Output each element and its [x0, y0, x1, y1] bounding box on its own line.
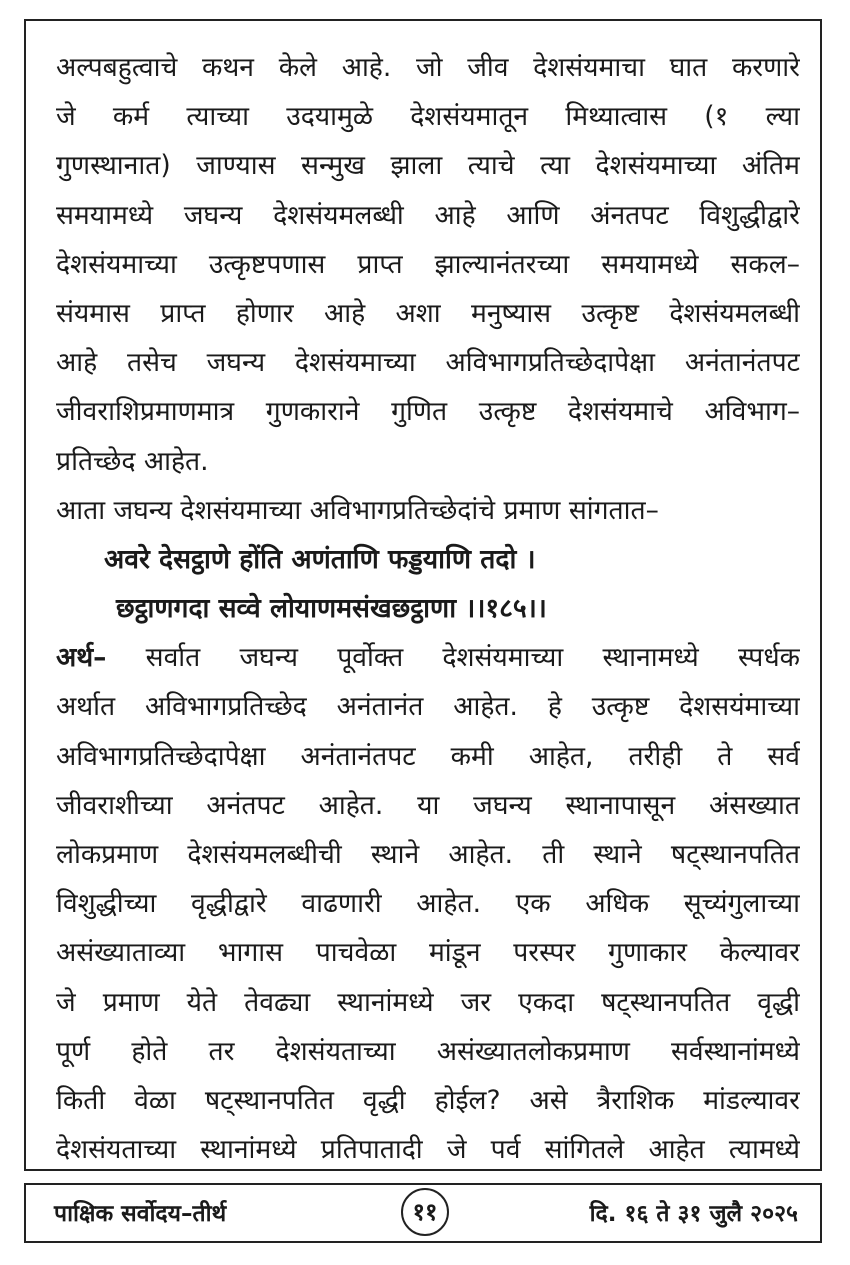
page-footer: [24, 1183, 822, 1243]
page-frame: [24, 19, 822, 1171]
meaning-line: विशुद्धीच्या वृद्धीद्वारे वाढणारी आहेत. एक अधिक सूच्यंगुलाच्या: [56, 888, 800, 920]
meaning-line: देशसंयताच्या स्थानांमध्ये प्रतिपातादी जे पर्व सांगितले आहेत त्यामध्ये: [56, 1134, 800, 1166]
page-body: [56, 43, 800, 1174]
meaning-line: जे प्रमाण येते तेवढ्या स्थानांमध्ये जर एकदा षट्स्थानपतित वृद्धी: [56, 986, 800, 1018]
body-line: समयामध्ये जघन्य देशसंयमलब्धी आहे आणि अंनतपट विशुद्धीद्वारे: [56, 199, 800, 231]
meaning-line: अविभागप्रतिच्छेदापेक्षा अनंतानंतपट कमी आहेत, तरीही ते सर्व: [56, 740, 800, 772]
body-line: संयमास प्राप्त होणार आहे अशा मनुष्यास उत्कृष्ट देशसंयमलब्धी: [56, 297, 800, 329]
body-line: प्रतिच्छेद आहेत.: [56, 445, 209, 477]
publication-name: पाक्षिक सर्वोदय–तीर्थ: [54, 1201, 227, 1227]
meaning-line: पूर्ण होते तर देशसंयताच्या असंख्यातलोकप्रमाण सर्वस्थानांमध्ये: [56, 1035, 800, 1067]
body-line: जे कर्म त्याच्या उदयामुळे देशसंयमातून मिथ्यात्वास (१ ल्या: [56, 101, 800, 133]
verse-line-2: छट्ठाणगदा सव्वे लोयाणमसंखछट्ठाणा ।।१८५।।: [116, 593, 547, 625]
body-line: गुणस्थानात) जाण्यास सन्मुख झाला त्याचे त्या देशसंयमाच्या अंतिम: [56, 150, 800, 182]
meaning-first-line: [56, 633, 800, 682]
meaning-line: अर्थात अविभागप्रतिच्छेद अनंतानंत आहेत. हे उत्कृष्ट देशसयंमाच्या: [56, 691, 800, 723]
body-line: जीवराशिप्रमाणमात्र गुणकाराने गुणित उत्कृष्ट देशसंयमाचे अविभाग–: [56, 396, 800, 428]
body-line: आता जघन्य देशसंयमाच्या अविभागप्रतिच्छेदांचे प्रमाण सांगतात–: [56, 494, 659, 526]
meaning-line: जीवराशीच्या अनंतपट आहेत. या जघन्य स्थानापासून अंसख्यात: [56, 789, 800, 821]
issue-date: दि. १६ ते ३१ जुलै २०२५: [589, 1201, 798, 1227]
verse-line-1: अवरे देसट्ठाणे होंति अणंताणि फड्डयाणि तदो ।: [104, 543, 536, 575]
meaning-line: किती वेळा षट्स्थानपतित वृद्धी होईल? असे त्रैराशिक मांडल्यावर: [56, 1084, 800, 1116]
body-line: देशसंयमाच्या उत्कृष्टपणास प्राप्त झाल्यानंतरच्या समयामध्ये सकल–: [56, 248, 800, 280]
meaning-line: असंख्याताव्या भागास पाचवेळा मांडून परस्पर गुणाकार केल्यावर: [56, 937, 800, 969]
meaning-line: लोकप्रमाण देशसंयमलब्धीची स्थाने आहेत. ती स्थाने षट्स्थानपतित: [56, 839, 800, 870]
page-number: ११: [401, 1188, 449, 1236]
body-line: अल्पबहुत्वाचे कथन केले आहे. जो जीव देशसंयमाचा घात करणारे: [56, 52, 800, 83]
body-line: आहे तसेच जघन्य देशसंयमाच्या अविभागप्रतिच्छेदापेक्षा अनंतानंतपट: [56, 347, 800, 379]
meaning-label: अर्थ–: [56, 642, 107, 674]
meaning-first-line-text: सर्वात जघन्य पूर्वोक्त देशसंयमाच्या स्थानामध्ये स्पर्धक: [106, 642, 800, 674]
